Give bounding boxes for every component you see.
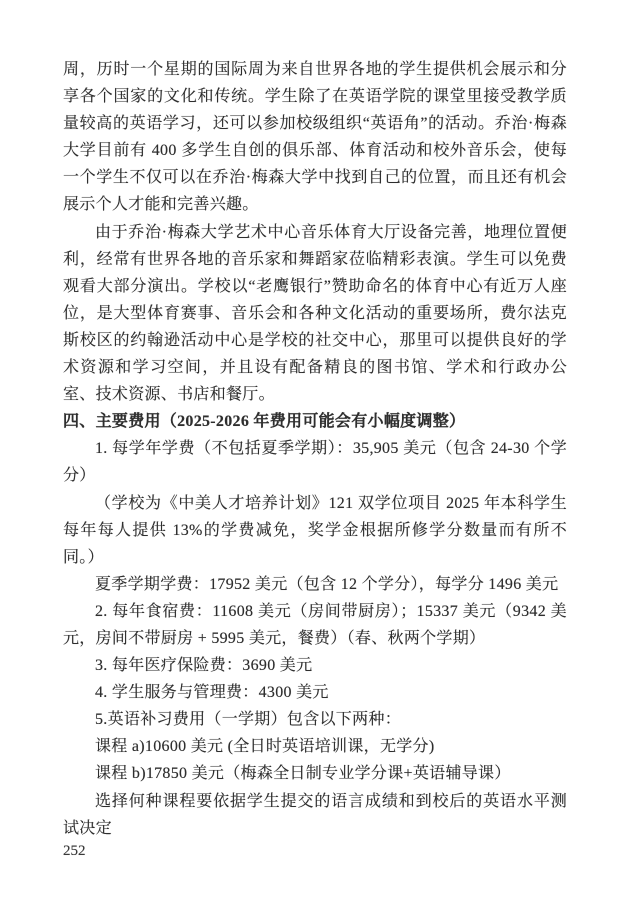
fee-item-insurance: 3. 每年医疗保险费：3690 美元 xyxy=(95,657,313,675)
paragraph-campus-life: 周，历时一个星期的国际周为来自世界各地的学生提供机会展示和分享各个国家的文化和传统。学生除了在英语学院的课堂里接受教学质量较高的英语学习，还可以参加校级组织“英语角”的活动。乔治·梅森大学目前有 400 多学生自创的俱乐部、体育活动和校外音乐会，使每一个学生不仅可以在乔治·梅森大学中找到自己的位置，而且还有机会展示个人才能和完善兴趣。 xyxy=(63,61,567,214)
page-number: 252 xyxy=(63,843,86,859)
fee-item-service: 4. 学生服务与管理费：4300 美元 xyxy=(95,684,329,702)
paragraph-course-selection: 选择何种课程要依据学生提交的语言成绩和到校后的英语水平测试决定 xyxy=(63,792,567,837)
paragraph-facilities: 由于乔治·梅森大学艺术中心音乐体育大厅设备完善，地理位置便利，经常有世界各地的音乐家和舞蹈家莅临精彩表演。学生可以免费观看大部分演出。学校以“老鹰银行”赞助命名的体育中心有近万人座位，是大型体育赛事、音乐会和各种文化活动的重要场所，费尔法克斯校区的约翰逊活动中心是学校的社交中心，那里可以提供良好的学术资源和学习空间，并且设有配备精良的图书馆、学术和行政办公室、技术资源、书店和餐厅。 xyxy=(63,223,567,404)
fee-note-scholarship: （学校为《中美人才培养计划》121 双学位项目 2025 年本科学生每年每人提供 13%的学费减免，奖学金根据所修学分数量而有所不同。） xyxy=(63,494,567,566)
fee-course-a: 课程 a)10600 美元 (全日时英语培训课，无学分) xyxy=(95,738,435,756)
fee-course-b: 课程 b)17850 美元（梅森全日制专业学分课+英语辅导课） xyxy=(95,765,511,783)
fee-item-room-board: 2. 每年食宿费：11608 美元（房间带厨房）；15337 美元（9342 美元，房间不带厨房 + 5995 美元，餐费）（春、秋两个学期） xyxy=(63,602,567,647)
section-heading-fees: 四、主要费用（2025-2026 年费用可能会有小幅度调整） xyxy=(63,413,466,431)
fee-item-tuition: 1. 每学年学费（不包括夏季学期）：35,905 美元（包含 24-30 个学分） xyxy=(63,440,567,485)
fee-item-summer-tuition: 夏季学期学费：17952 美元（包含 12 个学分），每学分 1496 美元 xyxy=(95,575,559,593)
text-block xyxy=(63,56,567,842)
fee-item-english: 5.英语补习费用（一学期）包含以下两种： xyxy=(95,711,402,729)
